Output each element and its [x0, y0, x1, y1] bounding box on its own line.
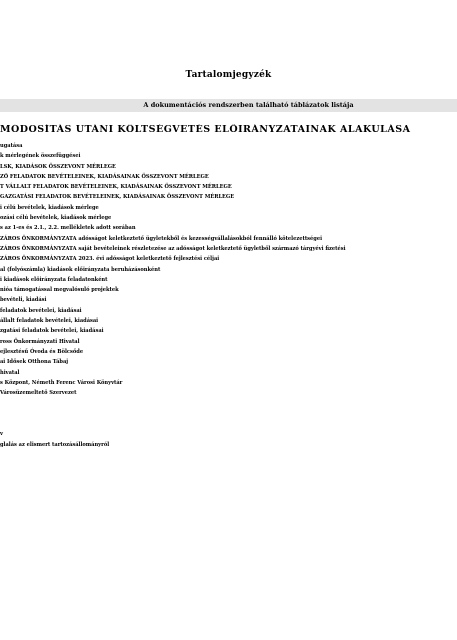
- toc-entry[interactable]: állalt feladatok bevételei, kiadásai: [0, 318, 99, 325]
- toc-entry[interactable]: ZÁROS ÖNKORMÁNYZATA 2023. évi adósságot keletkeztető fejlesztési céljai: [0, 256, 220, 263]
- toc-entry-blank: [0, 409, 457, 419]
- toc-entry[interactable]: ross Önkormányzati Hivatal: [0, 338, 80, 345]
- toc-entry[interactable]: s Központ, Németh Ferenc Városi Könyvtár: [0, 379, 123, 386]
- toc-entry-blank: [0, 398, 457, 408]
- toc-entry[interactable]: i célú bevételek, kiadások mérlege: [0, 204, 99, 211]
- toc-entry-blank: [0, 419, 457, 429]
- toc-entry[interactable]: ZŐ FELADATOK BEVÉTELEINEK, KIADÁSAINAK ÖSSZEVONT MÉRLEGE: [0, 173, 209, 180]
- toc-entry[interactable]: feladatok bevételei, kiadásai: [0, 307, 82, 314]
- toc-entry[interactable]: ejlesztésű Óvoda és Bölcsőde: [0, 348, 84, 355]
- toc-entry[interactable]: s az 1-es és 2.1., 2.2. mellékletek adott sorában: [0, 225, 136, 232]
- toc-entry[interactable]: k mérlegének összefüggései: [0, 153, 81, 160]
- toc-entry[interactable]: nióa támogatással megvalósuló projektek: [0, 287, 119, 294]
- toc-entry[interactable]: GAZGATÁSI FELADATOK BEVÉTELEINEK, KIADÁSAINAK ÖSSZEVONT MÉRLEGE: [0, 194, 235, 201]
- toc-entry[interactable]: ugatása: [0, 143, 23, 149]
- toc-entry[interactable]: T VÁLLALT FELADATOK BEVÉTELEINEK, KIADÁSAINAK ÖSSZEVONT MÉRLEGE: [0, 184, 232, 191]
- table-list-banner: A dokumentációs rendszerben található táblázatok listája: [0, 99, 457, 112]
- toc-entry[interactable]: ZÁROS ÖNKORMÁNYZATA saját bevételeinek részletezése az adósságot keletkeztető ügyletből származó tárgyévi fizetési: [0, 245, 346, 252]
- toc-entry[interactable]: Városüzemeltető Szervezet: [0, 390, 77, 397]
- toc-entry[interactable]: i kiadások előirányzata feladatonként: [0, 276, 108, 283]
- toc-entry[interactable]: ai Idősek Otthona Tábaj: [0, 359, 69, 366]
- toc-entry[interactable]: ZÁROS ÖNKORMÁNYZATA adósságot keletkeztető ügyletekből és kezességvállalásokból fennálló kötelezettségei: [0, 235, 323, 242]
- toc-entry[interactable]: LSK, KIADÁSOK ÖSSZEVONT MÉRLEGE: [0, 163, 116, 170]
- toc-entry[interactable]: bevételi, kiadási: [0, 297, 47, 304]
- toc-entry[interactable]: glalás az elismert tartozásállományról: [0, 441, 110, 448]
- toc-entry[interactable]: al (folyószámla) kiadások előirányzata beruházásonként: [0, 266, 161, 273]
- toc-entry[interactable]: zgatási feladatok bevételei, kiadásai: [0, 328, 104, 335]
- toc-entry[interactable]: v: [0, 431, 3, 438]
- section-heading: MÓDOSÍTÁS UTÁNI KÖLTSÉGVETÉS ELŐIRÁNYZATAINAK ALAKULÁSA: [0, 124, 411, 135]
- table-of-contents: [0, 141, 457, 450]
- document-title: Tartalomjegyzék: [185, 70, 272, 80]
- toc-entry[interactable]: hivatal: [0, 369, 20, 376]
- toc-entry[interactable]: ozási célú bevételek, kiadások mérlege: [0, 215, 112, 222]
